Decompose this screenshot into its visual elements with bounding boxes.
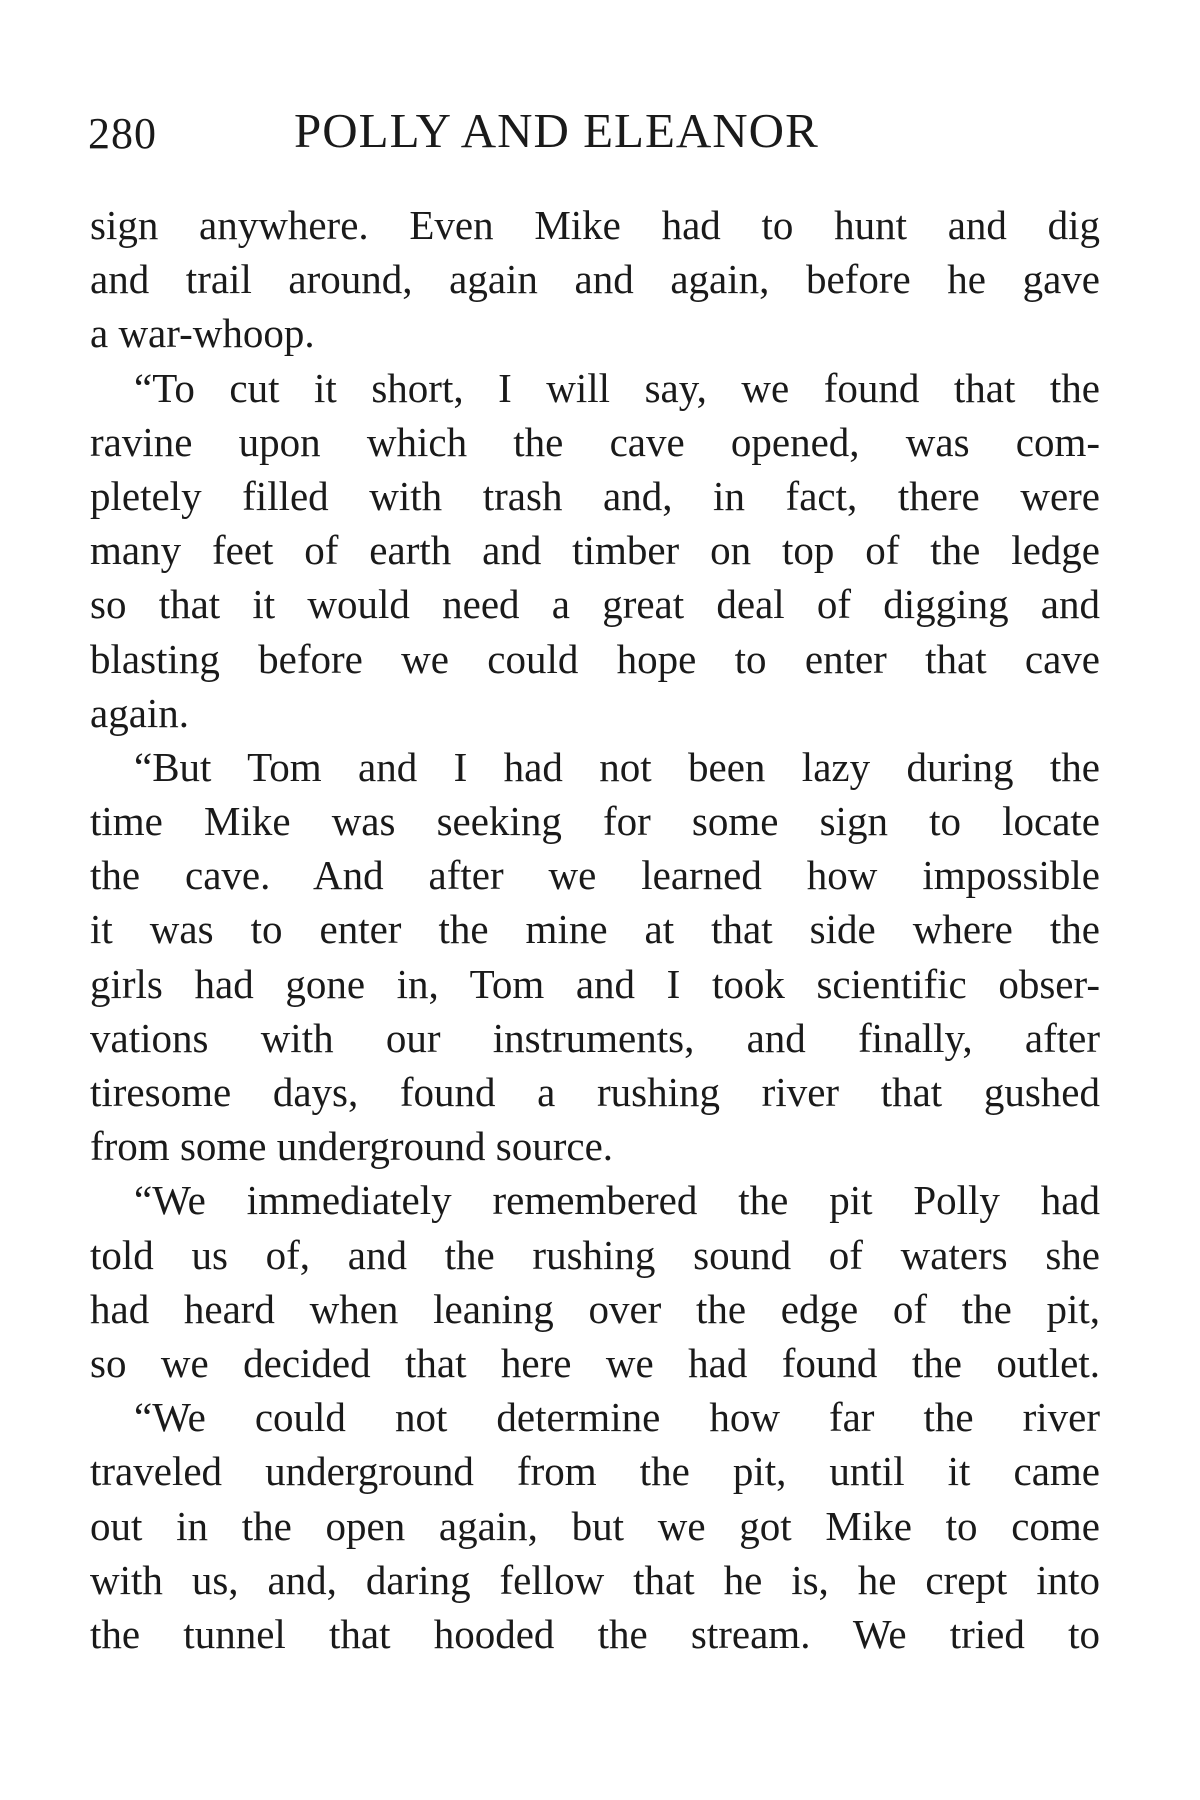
text-line: out in the open again, but we got Mike to come [90, 1502, 1100, 1549]
body-text [90, 198, 1100, 1661]
text-line: a war-whoop. [90, 310, 315, 357]
text-line: time Mike was seeking for some sign to locate [90, 798, 1100, 845]
text-line: with us, and, daring fellow that he is, he crept into [90, 1556, 1100, 1603]
text-line: traveled underground from the pit, until it came [90, 1448, 1100, 1495]
text-line: so that it would need a great deal of digging and [90, 581, 1100, 628]
running-head [88, 103, 1098, 168]
text-line: girls had gone in, Tom and I took scientific obser- [90, 960, 1100, 1007]
running-title: POLLY AND ELEANOR [294, 103, 819, 158]
text-line: “We immediately remembered the pit Polly had [134, 1177, 1100, 1224]
text-line: again. [90, 689, 190, 736]
text-line: “To cut it short, I will say, we found that the [134, 364, 1100, 411]
text-line: the tunnel that hooded the stream. We tried to [90, 1610, 1100, 1657]
text-line: and trail around, again and again, before he gave [90, 256, 1100, 303]
text-line: tiresome days, found a rushing river that gushed [90, 1069, 1100, 1115]
text-line: the cave. And after we learned how impossible [90, 852, 1100, 899]
text-line: blasting before we could hope to enter that cave [90, 635, 1100, 682]
page-number: 280 [88, 109, 157, 158]
text-line: “We could not determine how far the river [134, 1394, 1100, 1441]
text-line: so we decided that here we had found the outlet. [90, 1339, 1100, 1386]
text-line: had heard when leaning over the edge of the pit, [90, 1285, 1100, 1332]
text-line: pletely filled with trash and, in fact, there were [90, 472, 1100, 519]
text-line: it was to enter the mine at that side where the [90, 906, 1100, 953]
text-line: ravine upon which the cave opened, was com- [90, 418, 1100, 465]
text-line: many feet of earth and timber on top of the ledge [90, 527, 1100, 574]
text-line: “But Tom and I had not been lazy during the [134, 743, 1100, 790]
text-line: from some underground source. [90, 1123, 614, 1170]
text-line: told us of, and the rushing sound of waters she [90, 1231, 1100, 1278]
text-line: vations with our instruments, and finally, after [90, 1014, 1100, 1061]
text-line: sign anywhere. Even Mike had to hunt and dig [90, 202, 1100, 248]
